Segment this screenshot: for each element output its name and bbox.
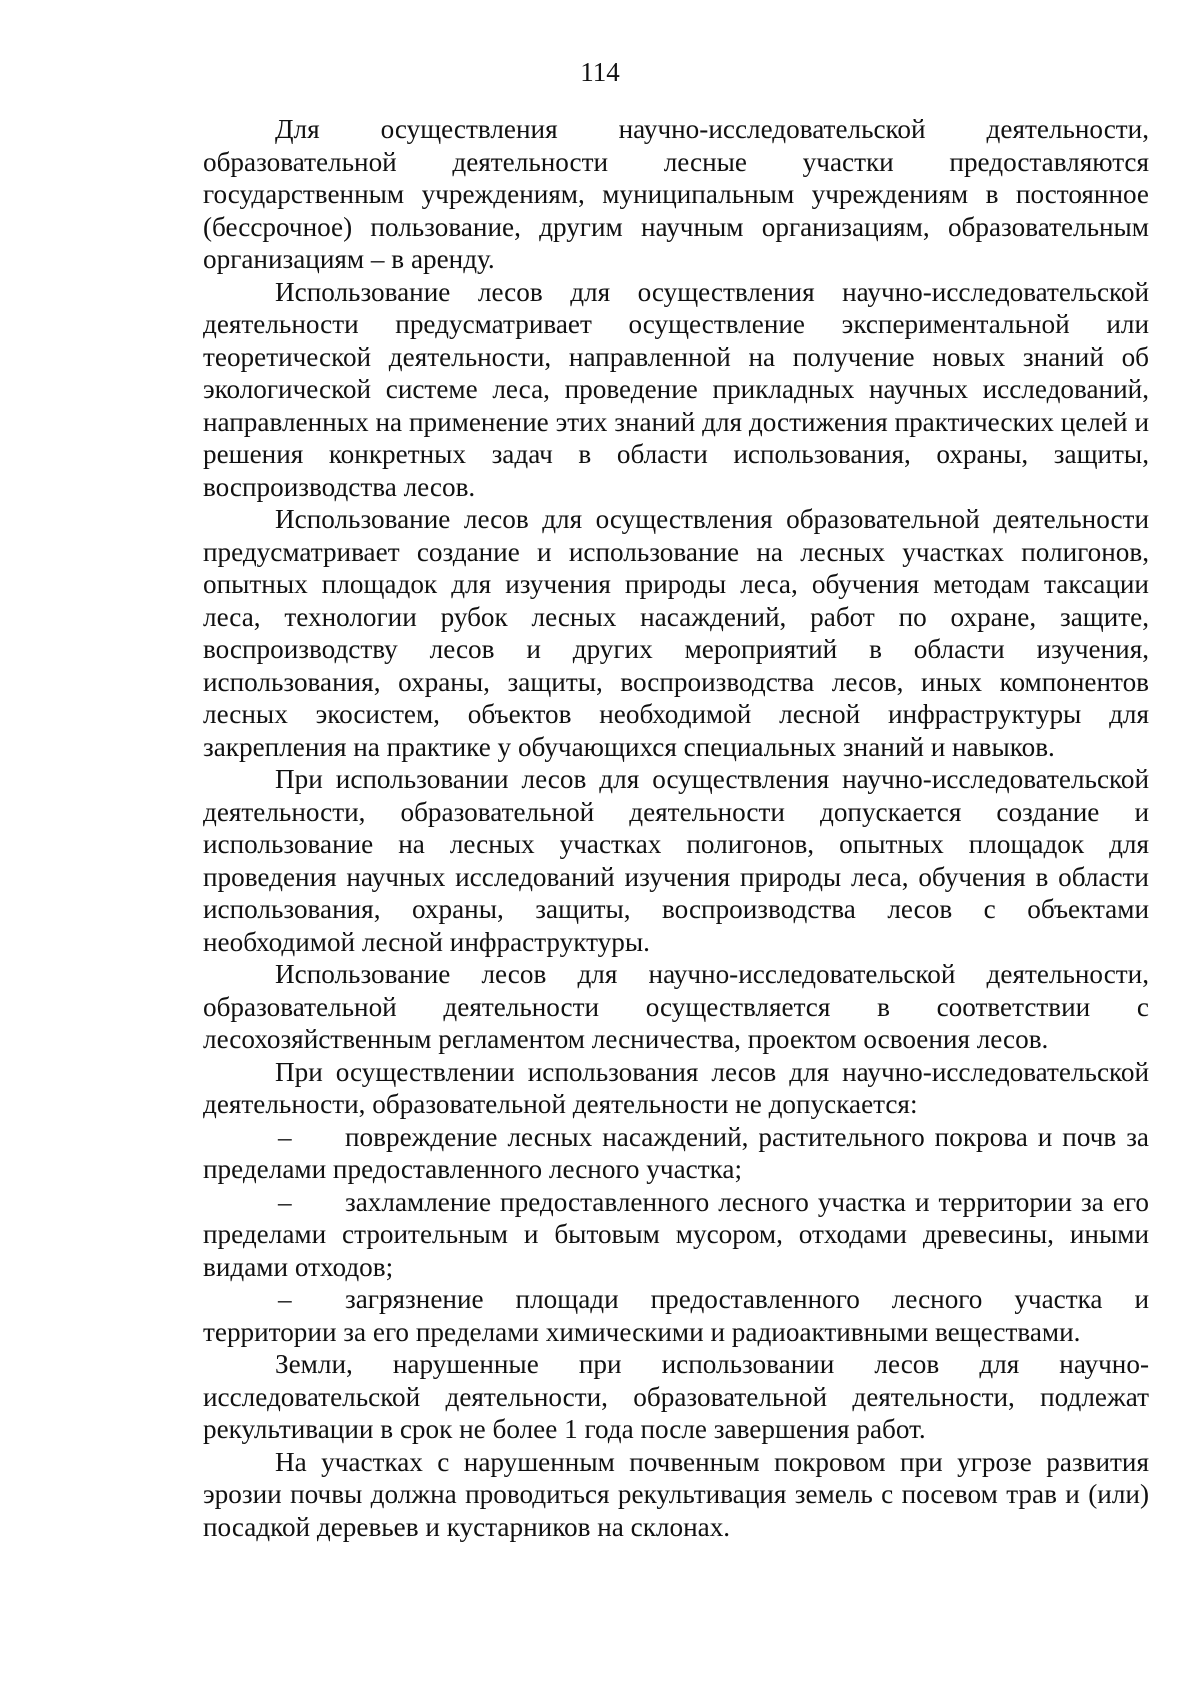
list-item-text: повреждение лесных насаждений, растительного покрова и почв за пределами предоставленного лесного участка; <box>203 1121 1149 1184</box>
list-dash: – <box>278 1121 292 1152</box>
list-item-text: загрязнение площади предоставленного лесного участка и территории за его пределами химическими и радиоактивными веществами. <box>203 1284 1149 1347</box>
paragraph-erosion: На участках с нарушенным почвенным покровом при угрозе развития эрозии почвы должна проводиться рекультивация земель с посевом трав и (или) посадкой деревьев и кустарников на склонах. <box>203 1446 1149 1542</box>
document-body <box>203 113 1149 1543</box>
paragraph-land-provision: Для осуществления научно-исследовательской деятельности, образовательной деятельности лесные участки предоставляются государственным учреждениям, муниципальным учреждениям в постоянное (бессрочное) пользование, другим научным организациям, образовательным организациям – в аренду. <box>203 114 1149 274</box>
paragraph-educational-use: Использование лесов для осуществления образовательной деятельности предусматривает создание и использование на лесных участках полигонов, опытных площадок для изучения природы леса, обучения методам таксации леса, технологии рубок лесных насаждений, работ по охране, защите, воспроизводству лесов и других мероприятий в области изучения, использования, охраны, защиты, воспроизводства лесов, иных компонентов лесных экосистем, объектов необходимой лесной инфраструктуры для закрепления на практике у обучающихся специальных знаний и навыков. <box>203 504 1149 762</box>
paragraph-prohibitions-intro: При осуществлении использования лесов для научно-исследовательской деятельности, образовательной деятельности не допускается: <box>203 1056 1149 1119</box>
list-dash: – <box>278 1284 292 1314</box>
list-item-text: захламление предоставленного лесного участка и территории за его пределами строительным и бытовым мусором, отходами древесины, иными видами отходов; <box>203 1186 1149 1282</box>
paragraph-recultivation: Земли, нарушенные при использовании лесов для научно-исследовательской деятельности, образовательной деятельности, подлежат рекультивации в срок не более 1 года после завершения работ. <box>203 1349 1149 1444</box>
list-dash: – <box>278 1186 292 1217</box>
paragraph-regulations: Использование лесов для научно-исследовательской деятельности, образовательной деятельности осуществляется в соответствии с лесохозяйственным регламентом лесничества, проектом освоения лесов. <box>203 959 1149 1054</box>
page-number: 114 <box>580 57 620 87</box>
paragraph-research-use: Использование лесов для осуществления научно-исследовательской деятельности предусматривает осуществление экспериментальной или теоретической деятельности, направленной на получение новых знаний об экологической системе леса, проведение прикладных научных исследований, направленных на применение этих знаний для достижения практических целей и решения конкретных задач в области использования, охраны, защиты, воспроизводства лесов. <box>203 276 1149 502</box>
paragraph-polygons-allowed: При использовании лесов для осуществления научно-исследовательской деятельности, образовательной деятельности допускается создание и использование на лесных участках полигонов, опытных площадок для проведения научных исследований изучения природы леса, обучения в области использования, охраны, защиты, воспроизводства лесов с объектами необходимой лесной инфраструктуры. <box>203 764 1149 957</box>
list-item <box>203 1121 1149 1186</box>
list-item <box>203 1283 1149 1348</box>
list-item <box>203 1186 1149 1284</box>
